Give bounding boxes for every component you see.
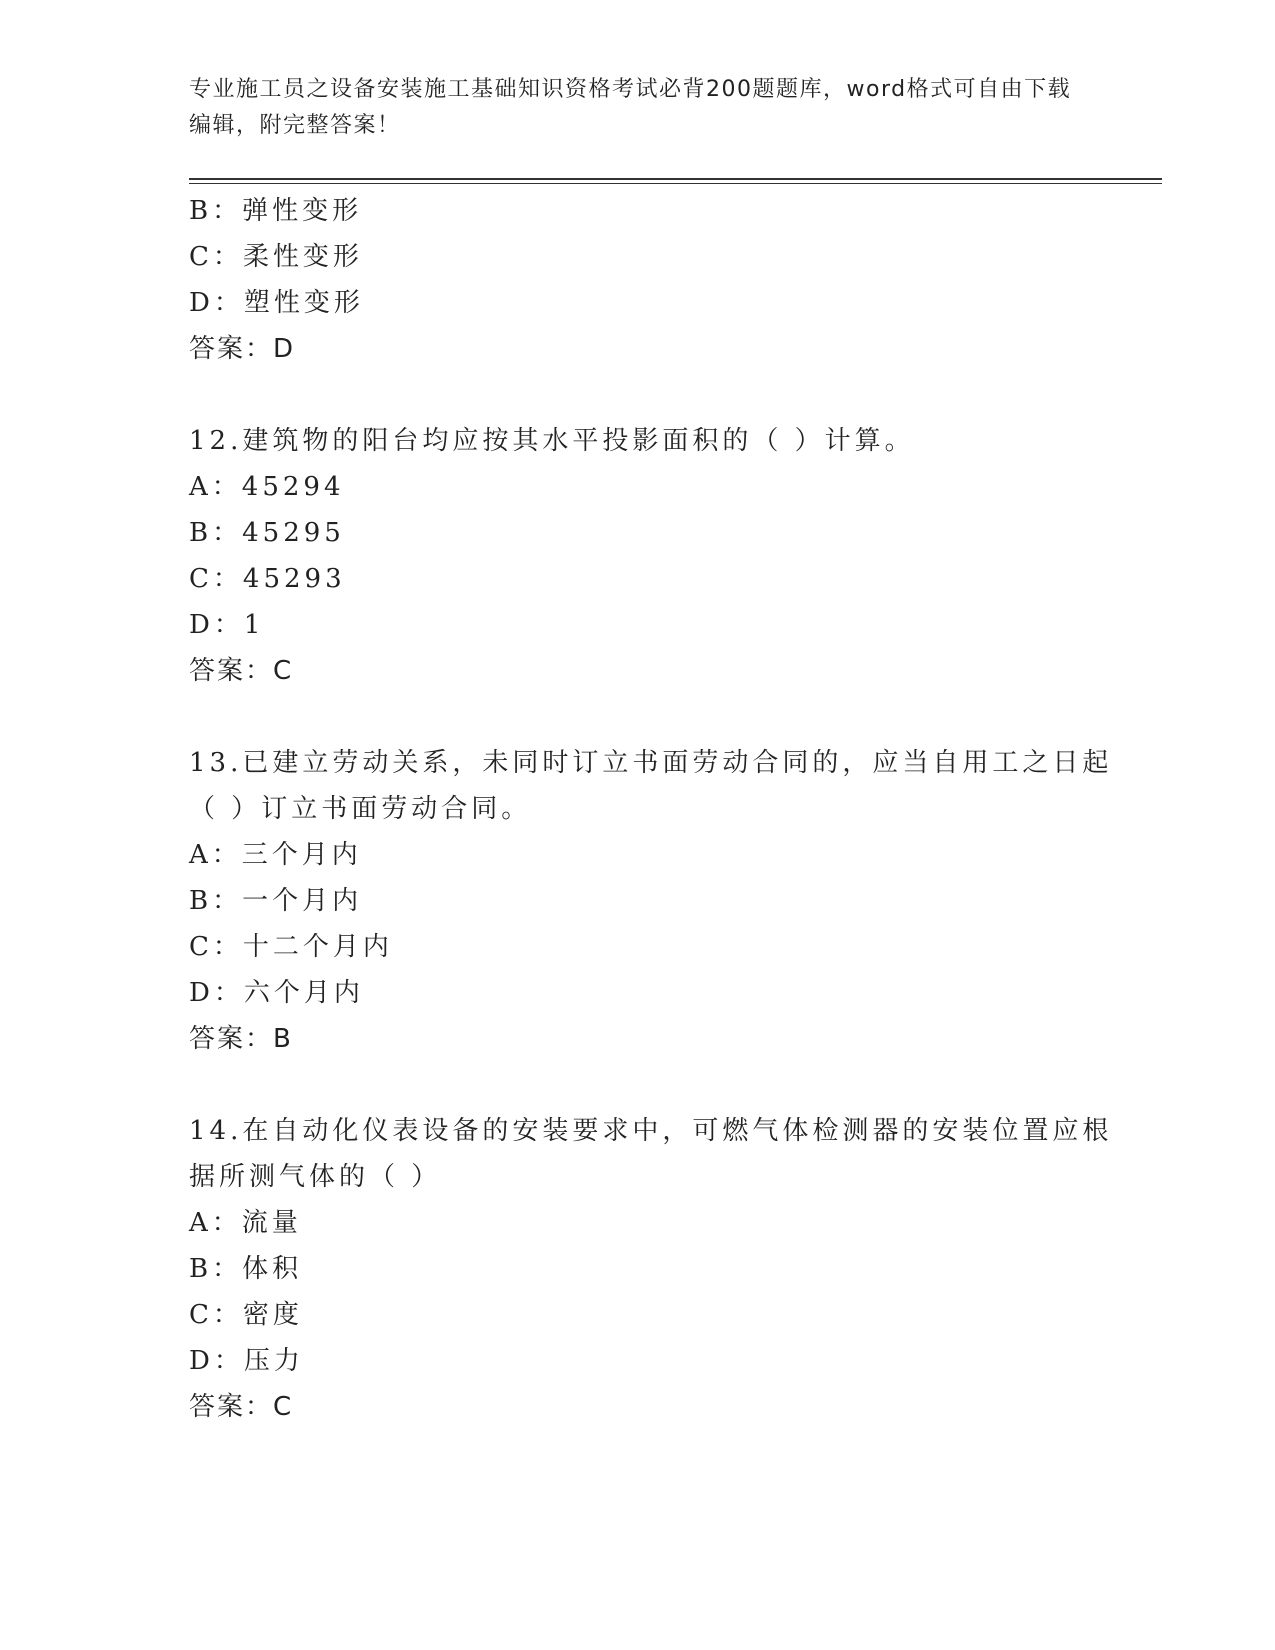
option-c: C：柔性变形 bbox=[189, 242, 363, 272]
option-b: B：弹性变形 bbox=[189, 196, 363, 226]
continued-question bbox=[189, 188, 1089, 372]
answer: 答案：D bbox=[189, 334, 296, 364]
option-b: B：体积 bbox=[189, 1254, 303, 1284]
answer: 答案：C bbox=[189, 656, 294, 686]
option-c: C：密度 bbox=[189, 1300, 303, 1330]
option-b: B：45295 bbox=[189, 518, 345, 548]
question-13 bbox=[189, 740, 1113, 1062]
option-a: A：三个月内 bbox=[189, 840, 362, 870]
answer: 答案：C bbox=[189, 1392, 294, 1422]
option-d: D：六个月内 bbox=[189, 978, 364, 1008]
answer: 答案：B bbox=[189, 1024, 293, 1054]
option-c: C：45293 bbox=[189, 564, 346, 594]
header-rule-thick bbox=[189, 178, 1162, 180]
question-14 bbox=[189, 1108, 1113, 1430]
question-stem-line2: （ ）订立书面劳动合同。 bbox=[189, 794, 532, 824]
option-a: A：45294 bbox=[189, 472, 345, 502]
question-stem: 12.建筑物的阳台均应按其水平投影面积的（ ）计算。 bbox=[189, 426, 915, 456]
document-body bbox=[189, 188, 1113, 1430]
header-rule-thin bbox=[189, 183, 1162, 184]
option-b: B：一个月内 bbox=[189, 886, 363, 916]
option-c: C：十二个月内 bbox=[189, 932, 393, 962]
question-stem-line2: 据所测气体的（ ） bbox=[189, 1162, 442, 1192]
option-d: D：压力 bbox=[189, 1346, 304, 1376]
question-stem-line1: 14.在自动化仪表设备的安装要求中，可燃气体检测器的安装位置应根 bbox=[189, 1116, 1113, 1146]
option-d: D：塑性变形 bbox=[189, 288, 364, 318]
question-stem-line1: 13.已建立劳动关系，未同时订立书面劳动合同的，应当自用工之日起 bbox=[189, 748, 1113, 778]
question-12 bbox=[189, 418, 1089, 694]
option-a: A：流量 bbox=[189, 1208, 302, 1238]
document-header: 专业施工员之设备安装施工基础知识资格考试必背200题题库，word格式可自由下载编辑，附完整答案！ bbox=[189, 77, 1072, 138]
option-d: D：1 bbox=[189, 610, 265, 640]
